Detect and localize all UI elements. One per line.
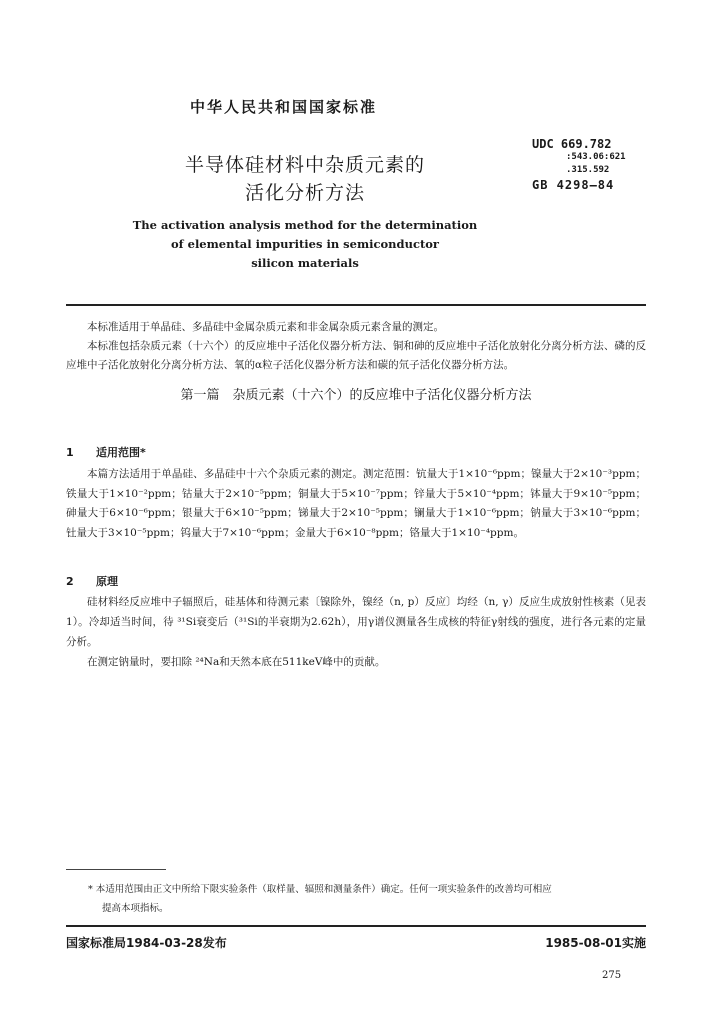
title-en-line3: silicon materials xyxy=(251,256,359,270)
section-2-title: 原理 xyxy=(96,575,118,588)
page-number: 275 xyxy=(602,970,622,981)
footnote-line-1: * 本适用范围由正文中所给下限实验条件（取样量、辐照和测量条件）确定。任何一项实验条件的改善均可相应 xyxy=(88,884,552,895)
issuing-country-title: 中华人民共和国国家标准 xyxy=(190,98,378,116)
header-divider xyxy=(66,304,646,306)
principle-paragraph-2: 在测定钠量时，要扣除 ²⁴Na和天然本底在511keV峰中的贡献。 xyxy=(87,656,386,668)
section-2-heading xyxy=(66,573,118,589)
title-en-line2: of elemental impurities in semiconductor xyxy=(171,237,439,251)
principle-paragraph-1: 硅材料经反应堆中子辐照后，硅基体和待测元素〔镍除外，镍经（n, p）反应〕均经（n, γ）反应生成放射性核素（见表1）。冷却适当时间，待 ³¹Si衰变后（³¹Si的半衰期为2.62h），用γ谱仪测量各生成核的特征γ射线的强度，进行各元素的定量分析。 xyxy=(66,596,646,648)
footnote-divider xyxy=(66,869,166,870)
document-title-zh-line2: 活化分析方法 xyxy=(244,182,365,204)
udc-classification xyxy=(532,138,626,177)
part-one-title: 第一篇 杂质元素（十六个）的反应堆中子活化仪器分析方法 xyxy=(180,388,532,403)
footer-divider xyxy=(66,925,646,927)
intro-paragraph-1: 本标准适用于单晶硅、多晶硅中金属杂质元素和非金属杂质元素含量的测定。 xyxy=(87,321,444,333)
udc-sub2: .315.592 xyxy=(566,165,610,175)
document-title-zh-line1: 半导体硅材料中杂质元素的 xyxy=(184,154,425,176)
udc-main: UDC 669.782 xyxy=(532,137,612,151)
issue-date: 国家标准局1984-03-28发布 xyxy=(66,936,227,950)
section-2-number: 2 xyxy=(66,575,74,588)
section-1-number: 1 xyxy=(66,446,74,459)
gb-standard-number: GB 4298—84 xyxy=(532,178,615,192)
section-1-body xyxy=(66,465,646,543)
scope-paragraph: 本篇方法适用于单晶硅、多晶硅中十六个杂质元素的测定。测定范围：钪量大于1×10⁻⁶ppm；镍量大于2×10⁻³ppm；铁量大于1×10⁻²ppm；钴量大于2×10⁻⁵ppm；铜量大于5×10⁻⁷ppm；锌量大于5×10⁻⁴ppm；钵量大于9×10⁻⁵ppm；砷量大于6×10⁻⁶ppm；银量大于6×10⁻⁵ppm；锑量大于2×10⁻⁵ppm；镧量大于1×10⁻⁶ppm；钠量大于3×10⁻⁶ppm；钍量大于3×10⁻⁵ppm；钨量大于7×10⁻⁶ppm；金量大于6×10⁻⁸ppm；铬量大于1×10⁻⁴ppm。 xyxy=(66,468,646,539)
implementation-date: 1985-08-01实施 xyxy=(545,936,646,950)
section-2-body xyxy=(66,592,646,672)
section-1-title: 适用范围* xyxy=(96,446,146,459)
intro-paragraph-2: 本标准包括杂质元素（十六个）的反应堆中子活化仪器分析方法、铜和砷的反应堆中子活化放射化分离分析方法、磷的反应堆中子活化放射化分离分析方法、氧的α粒子活化仪器分析方法和碳的氘子活化仪器分析方法。 xyxy=(66,340,646,371)
title-en-line1: The activation analysis method for the determination xyxy=(132,218,478,232)
udc-sub1: :543.06:621 xyxy=(566,152,626,162)
footnote xyxy=(88,880,648,918)
footnote-line-2: 提高本项指标。 xyxy=(102,903,169,914)
document-title-en xyxy=(110,216,500,273)
section-1-heading xyxy=(66,444,146,460)
intro-section xyxy=(66,318,646,375)
